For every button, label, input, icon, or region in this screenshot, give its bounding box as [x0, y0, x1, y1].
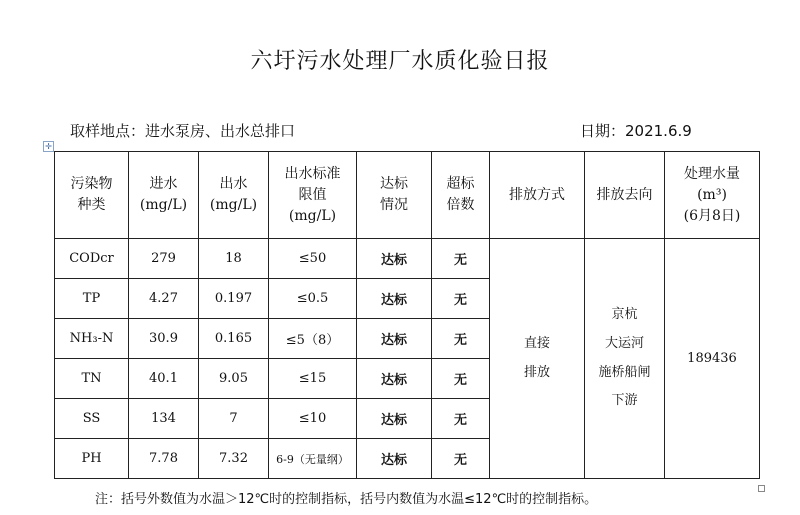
cell-pollutant: TP: [55, 279, 129, 319]
cell-compliance: 达标: [357, 239, 432, 279]
cell-limit: ≤15: [269, 359, 357, 399]
cell-inflow: 279: [129, 239, 199, 279]
cell-pollutant: PH: [55, 439, 129, 479]
cell-pollutant: TN: [55, 359, 129, 399]
sample-site: 取样地点：进水泵房、出水总排口: [70, 122, 296, 140]
cell-outflow: 0.197: [199, 279, 269, 319]
cell-inflow: 4.27: [129, 279, 199, 319]
table-header-row: [55, 152, 760, 239]
cell-compliance: 达标: [357, 359, 432, 399]
footnote: 注：括号外数值为水温＞12℃时的控制指标，括号内数值为水温≤12℃时的控制指标。: [95, 492, 598, 507]
header-volume: 处理水量 (m³) (6月8日): [665, 152, 760, 239]
cell-outflow: 9.05: [199, 359, 269, 399]
cell-limit: 6-9（无量纲）: [269, 439, 357, 479]
cell-inflow: 40.1: [129, 359, 199, 399]
cell-treated-volume: 189436: [665, 239, 760, 479]
table-move-handle-icon[interactable]: ✛: [43, 141, 54, 152]
cell-pollutant: SS: [55, 399, 129, 439]
cell-exceed: 无: [432, 399, 490, 439]
cell-discharge-method: 直接 排放: [490, 239, 585, 479]
table-row: [55, 239, 760, 279]
cell-inflow: 7.78: [129, 439, 199, 479]
cell-compliance: 达标: [357, 279, 432, 319]
cell-exceed: 无: [432, 319, 490, 359]
header-pollutant: 污染物 种类: [55, 152, 129, 239]
cell-outflow: 0.165: [199, 319, 269, 359]
header-limit: 出水标准 限值 (mg/L): [269, 152, 357, 239]
cell-pollutant: CODcr: [55, 239, 129, 279]
header-method: 排放方式: [490, 152, 585, 239]
cell-discharge-destination: 京杭 大运河 施桥船闸 下游: [585, 239, 665, 479]
cell-inflow: 134: [129, 399, 199, 439]
cell-compliance: 达标: [357, 439, 432, 479]
cell-limit: ≤10: [269, 399, 357, 439]
cell-compliance: 达标: [357, 319, 432, 359]
cell-exceed: 无: [432, 239, 490, 279]
cell-limit: ≤5（8）: [269, 319, 357, 359]
cell-exceed: 无: [432, 439, 490, 479]
cell-outflow: 7: [199, 399, 269, 439]
cell-inflow: 30.9: [129, 319, 199, 359]
report-date: 日期：2021.6.9: [580, 122, 692, 140]
header-destination: 排放去向: [585, 152, 665, 239]
report-title: 六圩污水处理厂水质化验日报: [250, 49, 550, 74]
cell-outflow: 7.32: [199, 439, 269, 479]
cell-exceed: 无: [432, 359, 490, 399]
header-compliance: 达标 情况: [357, 152, 432, 239]
cell-compliance: 达标: [357, 399, 432, 439]
header-outflow: 出水 (mg/L): [199, 152, 269, 239]
cell-limit: ≤50: [269, 239, 357, 279]
header-exceed: 超标 倍数: [432, 152, 490, 239]
header-inflow: 进水 (mg/L): [129, 152, 199, 239]
cell-outflow: 18: [199, 239, 269, 279]
cell-pollutant: NH₃-N: [55, 319, 129, 359]
table-resize-handle-icon[interactable]: [758, 485, 765, 492]
cell-limit: ≤0.5: [269, 279, 357, 319]
water-quality-table: [54, 151, 760, 479]
cell-exceed: 无: [432, 279, 490, 319]
